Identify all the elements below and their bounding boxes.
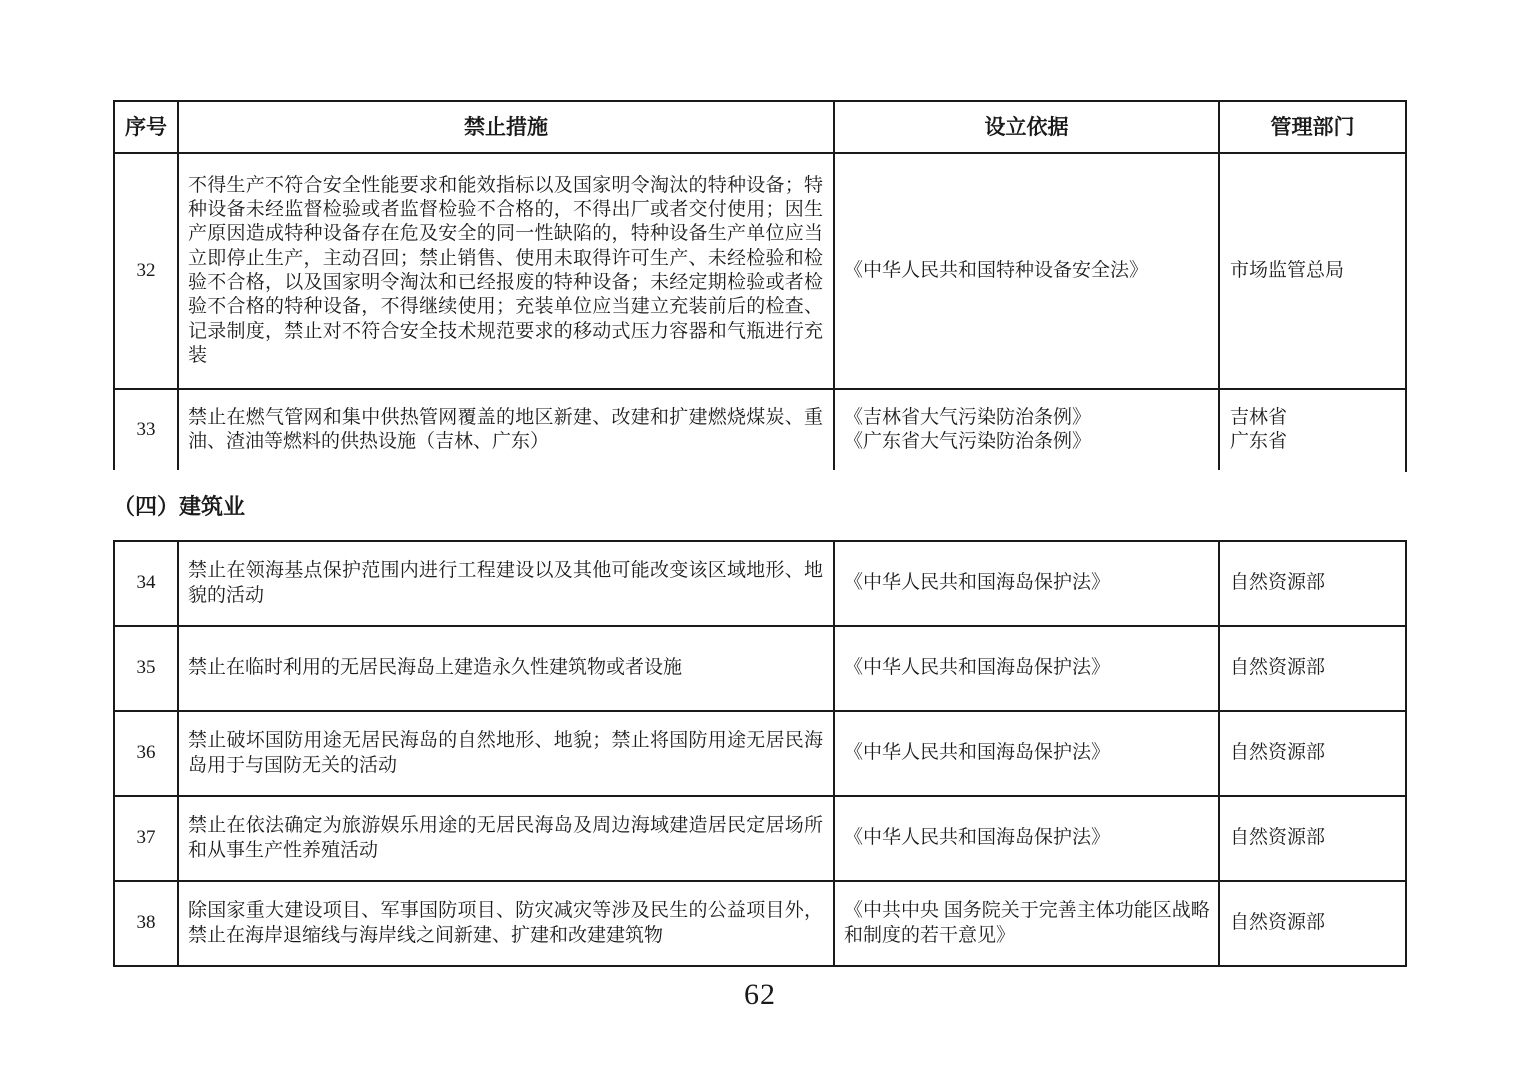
basis-line: 《中华人民共和国特种设备安全法》: [844, 259, 1149, 281]
basis-line: 《中华人民共和国海岛保护法》: [844, 657, 1111, 679]
column-header-no: 序号: [114, 101, 178, 153]
measure-cell: 不得生产不符合安全性能要求和能效指标以及国家明令淘汰的特种设备；特种设备未经监督检验或者监督检验不合格的，不得出厂或者交付使用；因生产原因造成特种设备存在危及安全的同一性缺陷的，特种设备生产单位应当立即停止生产，主动召回；禁止销售、使用未取得许可生产、未经检验和检验不合格，以及国家明令淘汰和已经报废的特种设备；未经定期检验或者检验不合格的特种设备，不得继续使用；充装单位应当建立充装前后的检查、记录制度，禁止对不符合安全技术规范要求的移动式压力容器和气瓶进行充装: [178, 153, 834, 389]
department-cell: [1219, 389, 1406, 471]
measure-cell: 禁止破坏国防用途无居民海岛的自然地形、地貌；禁止将国防用途无居民海岛用于与国防无关的活动: [178, 711, 834, 796]
row-number: 32: [114, 153, 178, 389]
measure-cell: 禁止在燃气管网和集中供热管网覆盖的地区新建、改建和扩建燃烧煤炭、重油、渣油等燃料的供热设施（吉林、广东）: [178, 389, 834, 471]
table-row: [114, 153, 1406, 389]
department-line: 自然资源部: [1230, 912, 1326, 934]
department-line: 自然资源部: [1230, 657, 1326, 679]
basis-line: 《广东省大气污染防治条例》: [844, 431, 1092, 452]
measure-cell: 除国家重大建设项目、军事国防项目、防灾减灾等涉及民生的公益项目外，禁止在海岸退缩线与海岸线之间新建、扩建和改建建筑物: [178, 881, 834, 966]
row-number: 35: [114, 626, 178, 711]
basis-line: 《吉林省大气污染防治条例》: [844, 406, 1092, 428]
basis-cell: [834, 153, 1219, 389]
row-number: 37: [114, 796, 178, 881]
column-header-department: 管理部门: [1219, 101, 1406, 153]
section-heading: （四）建筑业: [113, 470, 1405, 540]
department-cell: [1219, 881, 1406, 966]
regulations-table-upper: [113, 100, 1407, 472]
page-number: 62: [744, 978, 776, 1011]
basis-line: 《中共中央 国务院关于完善主体功能区战略和制度的若干意见》: [844, 900, 1210, 946]
row-number: 33: [114, 389, 178, 471]
measure-cell: 禁止在临时利用的无居民海岛上建造永久性建筑物或者设施: [178, 626, 834, 711]
department-line: 自然资源部: [1230, 572, 1326, 594]
basis-cell: [834, 711, 1219, 796]
department-cell: [1219, 153, 1406, 389]
table-row: [114, 796, 1406, 881]
regulations-table-lower: [113, 540, 1407, 967]
table-row: [114, 389, 1406, 471]
basis-line: 《中华人民共和国海岛保护法》: [844, 572, 1111, 594]
basis-cell: [834, 796, 1219, 881]
department-cell: [1219, 711, 1406, 796]
row-number: 38: [114, 881, 178, 966]
department-cell: [1219, 796, 1406, 881]
department-line: 吉林省: [1230, 406, 1288, 428]
basis-cell: [834, 389, 1219, 471]
department-line: 广东省: [1230, 431, 1288, 452]
department-line: 自然资源部: [1230, 742, 1326, 764]
basis-line: 《中华人民共和国海岛保护法》: [844, 742, 1111, 764]
measure-cell: 禁止在依法确定为旅游娱乐用途的无居民海岛及周边海域建造居民定居场所和从事生产性养殖活动: [178, 796, 834, 881]
basis-cell: [834, 881, 1219, 966]
row-number: 34: [114, 541, 178, 626]
measure-cell: 禁止在领海基点保护范围内进行工程建设以及其他可能改变该区域地形、地貌的活动: [178, 541, 834, 626]
table-row: [114, 541, 1406, 626]
table-header-row: [114, 101, 1406, 153]
column-header-measure: 禁止措施: [178, 101, 834, 153]
department-line: 市场监管总局: [1230, 259, 1345, 281]
table-row: [114, 711, 1406, 796]
basis-cell: [834, 626, 1219, 711]
basis-cell: [834, 541, 1219, 626]
column-header-basis: 设立依据: [834, 101, 1219, 153]
table-row: [114, 626, 1406, 711]
row-number: 36: [114, 711, 178, 796]
basis-line: 《中华人民共和国海岛保护法》: [844, 827, 1111, 849]
department-cell: [1219, 541, 1406, 626]
table-row: [114, 881, 1406, 966]
department-line: 自然资源部: [1230, 827, 1326, 849]
department-cell: [1219, 626, 1406, 711]
